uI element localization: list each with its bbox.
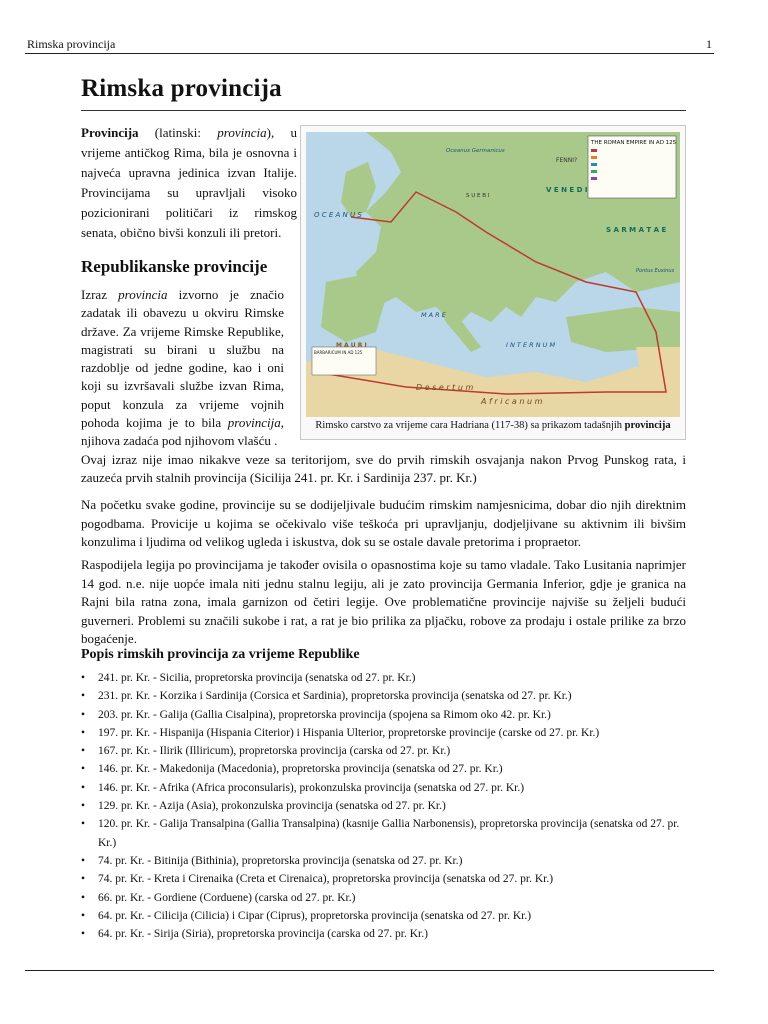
intro-text-2: ), u vrijeme antičkog Rima, bila je osnovna i najveća upravna jedinica izvan Italije. Provincijama su upravljali visoko pozicionirani političari iz rimskog senata, obično bivši konzuli ili pretori. bbox=[81, 125, 297, 240]
list-item: • 74. pr. Kr. - Kreta i Cirenaika (Creta et Cirenaica), propretorska provincija (senatska od 27. pr. Kr.) bbox=[81, 870, 686, 888]
intro-term: Provincija bbox=[81, 125, 139, 140]
page-number: 1 bbox=[706, 37, 712, 51]
section-intro-text-2: izvorno je značio zadatak ili obavezu u okviru Rimske države. Za vrijeme Rimske Republike, magistrati su birani u službu na razdoblje od jedne godine, kao i oni koji su izvršavali službe izvan Rima, poput konzula za vrijeme vojnih pohoda kojima je to bila bbox=[81, 287, 285, 431]
section-intro-text-3: , njihova zadaća pod njihovom vlašću . bbox=[81, 415, 284, 449]
roman-empire-map[interactable] bbox=[306, 132, 680, 417]
list-item: • 66. pr. Kr. - Gordiene (Corduene) (carska od 27. pr. Kr.) bbox=[81, 889, 686, 907]
map-legend-swatch bbox=[591, 177, 597, 180]
section-intro-paragraph bbox=[81, 286, 284, 451]
map-label-pontus: Pontus Euxinus bbox=[636, 268, 675, 274]
intro-text-1: (latinski: bbox=[138, 125, 218, 140]
list-item: • 197. pr. Kr. - Hispanija (Hispania Citerior) i Hispania Ulterior, propretorske provincije (carske od 27. pr. Kr.) bbox=[81, 724, 686, 742]
list-item: • 203. pr. Kr. - Galija (Gallia Cisalpina), propretorska provincija (spojena sa Rimom oko 42. pr. Kr.) bbox=[81, 706, 686, 724]
page-title: Rimska provincija bbox=[81, 75, 282, 102]
map-label-mare: M A R E bbox=[421, 311, 446, 319]
running-header-title: Rimska provincija bbox=[27, 37, 116, 51]
intro-latin-term: provincia bbox=[217, 125, 267, 140]
footer-rule bbox=[25, 970, 714, 971]
map-note-title: BARBARICUM IN AD 125 bbox=[314, 350, 363, 355]
province-list bbox=[81, 669, 686, 943]
title-rule bbox=[81, 110, 686, 111]
section-intro-term: provincia bbox=[118, 287, 168, 302]
map-label-internum: I N T E R N U M bbox=[506, 341, 556, 349]
list-item: • 231. pr. Kr. - Korzika i Sardinija (Corsica et Sardinia), propretorska provincija (senatska od 27. pr. Kr.) bbox=[81, 687, 686, 705]
map-legend-swatch bbox=[591, 170, 597, 173]
list-item: • 241. pr. Kr. - Sicilia, propretorska provincija (senatska od 27. pr. Kr.) bbox=[81, 669, 686, 687]
list-item: • 146. pr. Kr. - Makedonija (Macedonia), propretorska provincija (senatska od 27. pr. Kr.) bbox=[81, 760, 686, 778]
section-heading: Republikanske provincije bbox=[81, 257, 268, 276]
list-item: • 120. pr. Kr. - Galija Transalpina (Gallia Transalpina) (kasnije Gallia Narbonensis), propretorska provincija (senatska od 27. pr. Kr.) bbox=[81, 815, 686, 852]
section-intro-text-1: Izraz bbox=[81, 287, 119, 302]
paragraph-legions: Raspodijela legija po provincijama je također ovisila o opasnostima koje su tamo vladale. Tako Lusitania naprimjer 14 god. n.e. nije uopće imala niti jednu stalnu legiju, ali je zato provincija Germania Inferior, gdje je granica na Rajni bila ratna zona, imala garnizon od četiri legije. Ove problematične provincije najviše su željeli budući guverneri. Problemi su značili sukobe i rat, a rat je bio prilika za pljačku, robove za prodaju i ostale prilike za brzo bogaćenje. bbox=[81, 557, 686, 646]
map-land-levant bbox=[636, 347, 680, 377]
list-item: • 167. pr. Kr. - Ilirik (Illiricum), propretorska provincija (carska od 27. pr. Kr.) bbox=[81, 742, 686, 760]
list-heading: Popis rimskih provincija za vrijeme Republike bbox=[81, 647, 360, 662]
map-legend-swatch bbox=[591, 156, 597, 159]
map-label-desertum: D e s e r t u m bbox=[416, 383, 474, 392]
list-item: • 74. pr. Kr. - Bitinija (Bithinia), propretorska provincija (senatska od 27. pr. Kr.) bbox=[81, 852, 686, 870]
map-label-oceanus-germanicus: Oceanus Germanicus bbox=[446, 148, 505, 154]
map-label-oceanus: O C E A N U S bbox=[314, 211, 362, 219]
map-label-venedi: V E N E D I bbox=[546, 186, 588, 194]
section-intro-continuation: Ovaj izraz nije imao nikakve veze sa teritorijom, sve do prvih rimskih osvajanja nakon Prvog Punskog rata, i zauzeća prvih stalnih provincija (Sicilija 241. pr. Kr. i Sardinija 237. pr. Kr.) bbox=[81, 452, 686, 486]
map-label-suebi: S U E B I bbox=[466, 193, 490, 199]
map-label-africanum: A f r i c a n u m bbox=[481, 397, 543, 406]
list-item: • 64. pr. Kr. - Cilicija (Cilicia) i Cipar (Ciprus), propretorska provincija (senatska od 27. pr. Kr.) bbox=[81, 907, 686, 925]
map-legend-title: THE ROMAN EMPIRE IN AD 125 bbox=[591, 140, 677, 146]
section-intro-term-2: provincija bbox=[227, 415, 281, 431]
list-item: • 64. pr. Kr. - Sirija (Siria), propretorska provincija (carska od 27. pr. Kr.) bbox=[81, 925, 686, 943]
map-label-fenni: FENNI? bbox=[556, 157, 578, 164]
figure-caption-text: Rimsko carstvo za vrijeme cara Hadriana (117-38) sa prikazom tadašnjih bbox=[315, 420, 625, 431]
list-item: • 129. pr. Kr. - Azija (Asia), prokonzulska provincija (senatska od 27. pr. Kr.) bbox=[81, 797, 686, 815]
figure-caption-bold: provincija bbox=[624, 420, 671, 431]
header-rule bbox=[25, 53, 714, 54]
paragraph-governors: Na početku svake godine, provincije su se dodijeljivale budućim rimskim namjesnicima, dobar dio njih direktnim pogodbama. Provicije u kojima se očekivalo više teškoća pri upravljanju, dodjeljivane su aktivnim ili bivšim konzulima i ljudima od velikog ugleda i iskustva, dok su se ostale davale pretorima i propraetor. bbox=[81, 497, 686, 549]
map-figure bbox=[300, 125, 686, 440]
intro-paragraph bbox=[81, 123, 297, 243]
figure-caption bbox=[305, 418, 681, 434]
map-legend-swatch bbox=[591, 163, 597, 166]
list-item: • 146. pr. Kr. - Afrika (Africa proconsularis), prokonzulska provincija (senatska od 27. pr. Kr.) bbox=[81, 779, 686, 797]
map-label-sarmatae: S A R M A T A E bbox=[606, 226, 667, 234]
map-label-mauri: M A U R I bbox=[336, 342, 367, 349]
map-legend-swatch bbox=[591, 149, 597, 152]
running-header bbox=[25, 36, 714, 52]
